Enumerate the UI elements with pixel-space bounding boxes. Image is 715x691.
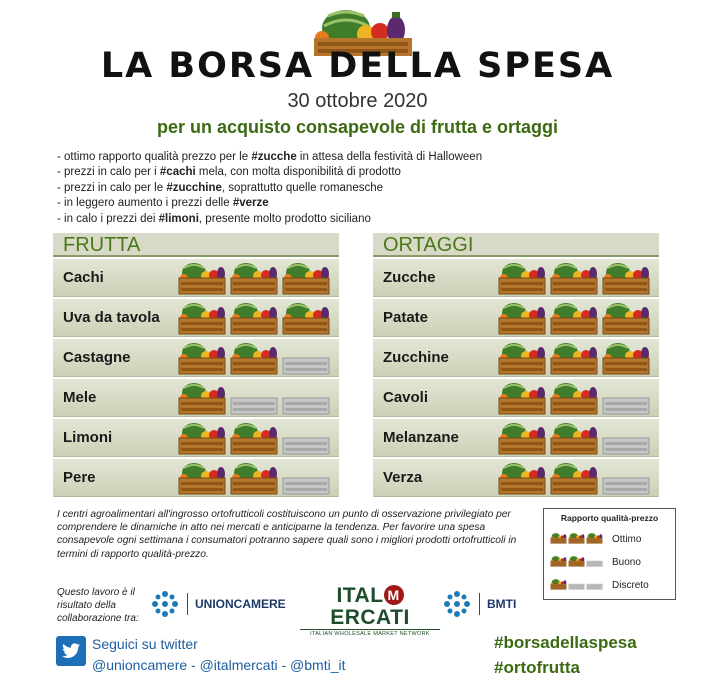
- legend-title: Rapporto qualità-prezzo: [560, 513, 659, 523]
- product-row: [53, 259, 339, 297]
- twitter-handles[interactable]: @unioncamere - @italmercati - @bmti_it: [92, 657, 346, 673]
- product-row: [373, 339, 659, 377]
- legend-label: Ottimo: [612, 534, 642, 545]
- full-crate-icon: [497, 421, 547, 455]
- product-row: [373, 259, 659, 297]
- empty-crate-icon: [601, 461, 651, 495]
- full-crate-icon: [601, 261, 651, 295]
- rating-crates: [177, 301, 331, 335]
- empty-crate-icon: [281, 461, 331, 495]
- rating-crates: [177, 261, 331, 295]
- product-name: Limoni: [63, 429, 113, 446]
- full-crate-icon: [229, 341, 279, 375]
- note-item: - ottimo rapporto qualità prezzo per le #zucche in attesa della festività di Halloween: [57, 150, 657, 165]
- rating-crates: [497, 301, 651, 335]
- full-crate-icon: [229, 261, 279, 295]
- note-item: - in calo i prezzi dei #limoni, presente molto prodotto siciliano: [57, 212, 657, 227]
- full-crate-icon: [549, 461, 599, 495]
- full-crate-icon: [229, 301, 279, 335]
- twitter-follow-label: Seguici su twitter: [92, 636, 198, 652]
- full-crate-icon: [549, 381, 599, 415]
- full-crate-icon: [497, 381, 547, 415]
- legend-crates: [550, 577, 606, 595]
- full-crate-icon: [550, 577, 567, 595]
- legend-crates: [550, 554, 606, 572]
- page-subtitle: per un acquisto consapevole di frutta e ortaggi: [156, 117, 559, 137]
- product-row: [53, 379, 339, 417]
- note-item: - prezzi in calo per i #cachi mela, con molta disponibilità di prodotto: [57, 165, 657, 180]
- full-crate-icon: [568, 531, 585, 549]
- ortaggi-heading: ORTAGGI: [373, 233, 659, 257]
- full-crate-icon: [177, 341, 227, 375]
- product-row: [53, 419, 339, 457]
- full-crate-icon: [497, 301, 547, 335]
- product-row: [373, 459, 659, 497]
- rating-legend: [543, 508, 676, 600]
- product-name: Zucchine: [383, 349, 449, 366]
- rating-crates: [177, 341, 331, 375]
- rating-crates: [497, 421, 651, 455]
- full-crate-icon: [549, 421, 599, 455]
- bmti-name: BMTI: [487, 597, 517, 611]
- empty-crate-icon: [281, 341, 331, 375]
- italmercati-tagline: ITALIAN WHOLESALE MARKET NETWORK: [300, 629, 440, 637]
- full-crate-icon: [586, 531, 603, 549]
- empty-crate-icon: [601, 421, 651, 455]
- full-crate-icon: [497, 341, 547, 375]
- italmercati-logo: [300, 585, 440, 637]
- empty-crate-icon: [586, 554, 603, 572]
- note-item: - in leggero aumento i prezzi delle #verze: [57, 196, 657, 211]
- full-crate-icon: [497, 261, 547, 295]
- page-title: LA BORSA DELLA SPESA: [100, 46, 615, 86]
- empty-crate-icon: [601, 381, 651, 415]
- product-row: [53, 299, 339, 337]
- full-crate-icon: [281, 261, 331, 295]
- rating-crates: [177, 381, 331, 415]
- legend-crates: [550, 531, 606, 549]
- bmti-emblem-icon: [442, 589, 472, 619]
- full-crate-icon: [177, 421, 227, 455]
- hashtag-ortofrutta: #ortofrutta: [494, 658, 580, 677]
- page-date: 30 ottobre 2020: [287, 90, 428, 112]
- rating-crates: [497, 461, 651, 495]
- product-row: [373, 379, 659, 417]
- product-name: Pere: [63, 469, 96, 486]
- ortaggi-panel: [373, 233, 659, 497]
- legend-label: Buono: [612, 557, 641, 568]
- product-name: Patate: [383, 309, 429, 326]
- full-crate-icon: [550, 554, 567, 572]
- product-name: Uva da tavola: [63, 309, 160, 326]
- collaboration-text: Questo lavoro è il risultato della collaborazione tra:: [57, 587, 139, 624]
- frutta-heading: FRUTTA: [53, 233, 339, 257]
- hashtag-borsa: #borsadellaspesa: [494, 633, 637, 652]
- full-crate-icon: [177, 381, 227, 415]
- full-crate-icon: [601, 341, 651, 375]
- product-row: [373, 419, 659, 457]
- full-crate-icon: [497, 461, 547, 495]
- rating-crates: [497, 341, 651, 375]
- bmti-logo: [442, 589, 516, 619]
- full-crate-icon: [550, 531, 567, 549]
- full-crate-icon: [229, 421, 279, 455]
- rating-crates: [177, 421, 331, 455]
- full-crate-icon: [281, 301, 331, 335]
- italmercati-name: ITAL MERCATI: [330, 584, 410, 629]
- full-crate-icon: [549, 341, 599, 375]
- full-crate-icon: [601, 301, 651, 335]
- twitter-icon[interactable]: [56, 636, 86, 666]
- product-row: [53, 459, 339, 497]
- rating-crates: [177, 461, 331, 495]
- weekly-notes: [57, 150, 657, 227]
- product-name: Cavoli: [383, 389, 429, 406]
- legend-label: Discreto: [612, 580, 649, 591]
- product-row: [373, 299, 659, 337]
- product-name: Castagne: [63, 349, 131, 366]
- product-name: Cachi: [63, 269, 104, 286]
- legend-entry: [550, 574, 669, 597]
- full-crate-icon: [549, 301, 599, 335]
- note-item: - prezzi in calo per le #zucchine, soprattutto quelle romanesche: [57, 181, 657, 196]
- rating-crates: [497, 381, 651, 415]
- full-crate-icon: [229, 461, 279, 495]
- unioncamere-emblem-icon: [150, 589, 180, 619]
- full-crate-icon: [177, 301, 227, 335]
- legend-entry: [550, 528, 669, 551]
- unioncamere-name: UNIONCAMERE: [195, 597, 286, 611]
- full-crate-icon: [177, 461, 227, 495]
- full-crate-icon: [177, 261, 227, 295]
- full-crate-icon: [568, 554, 585, 572]
- empty-crate-icon: [281, 421, 331, 455]
- unioncamere-logo: [150, 589, 286, 619]
- frutta-panel: [53, 233, 339, 497]
- product-row: [53, 339, 339, 377]
- empty-crate-icon: [281, 381, 331, 415]
- product-name: Verza: [383, 469, 423, 486]
- empty-crate-icon: [568, 577, 585, 595]
- product-name: Melanzane: [383, 429, 459, 446]
- product-name: Zucche: [383, 269, 436, 286]
- legend-entry: [550, 551, 669, 574]
- rating-crates: [497, 261, 651, 295]
- product-name: Mele: [63, 389, 97, 406]
- empty-crate-icon: [229, 381, 279, 415]
- disclaimer-text: I centri agroalimentari all'ingrosso ortofrutticoli costituiscono un punto di osservazione privilegiato per comprendere le dinamiche in atto nei mercati e anticiparne la tendenza. Per favorire una spesa consapevole ogni settimana i consumatori potranno sapere quali sono i migliori prodotti ortofrutticoli in termini di rapporto qualità-prezzo.: [57, 509, 517, 560]
- empty-crate-icon: [586, 577, 603, 595]
- full-crate-icon: [549, 261, 599, 295]
